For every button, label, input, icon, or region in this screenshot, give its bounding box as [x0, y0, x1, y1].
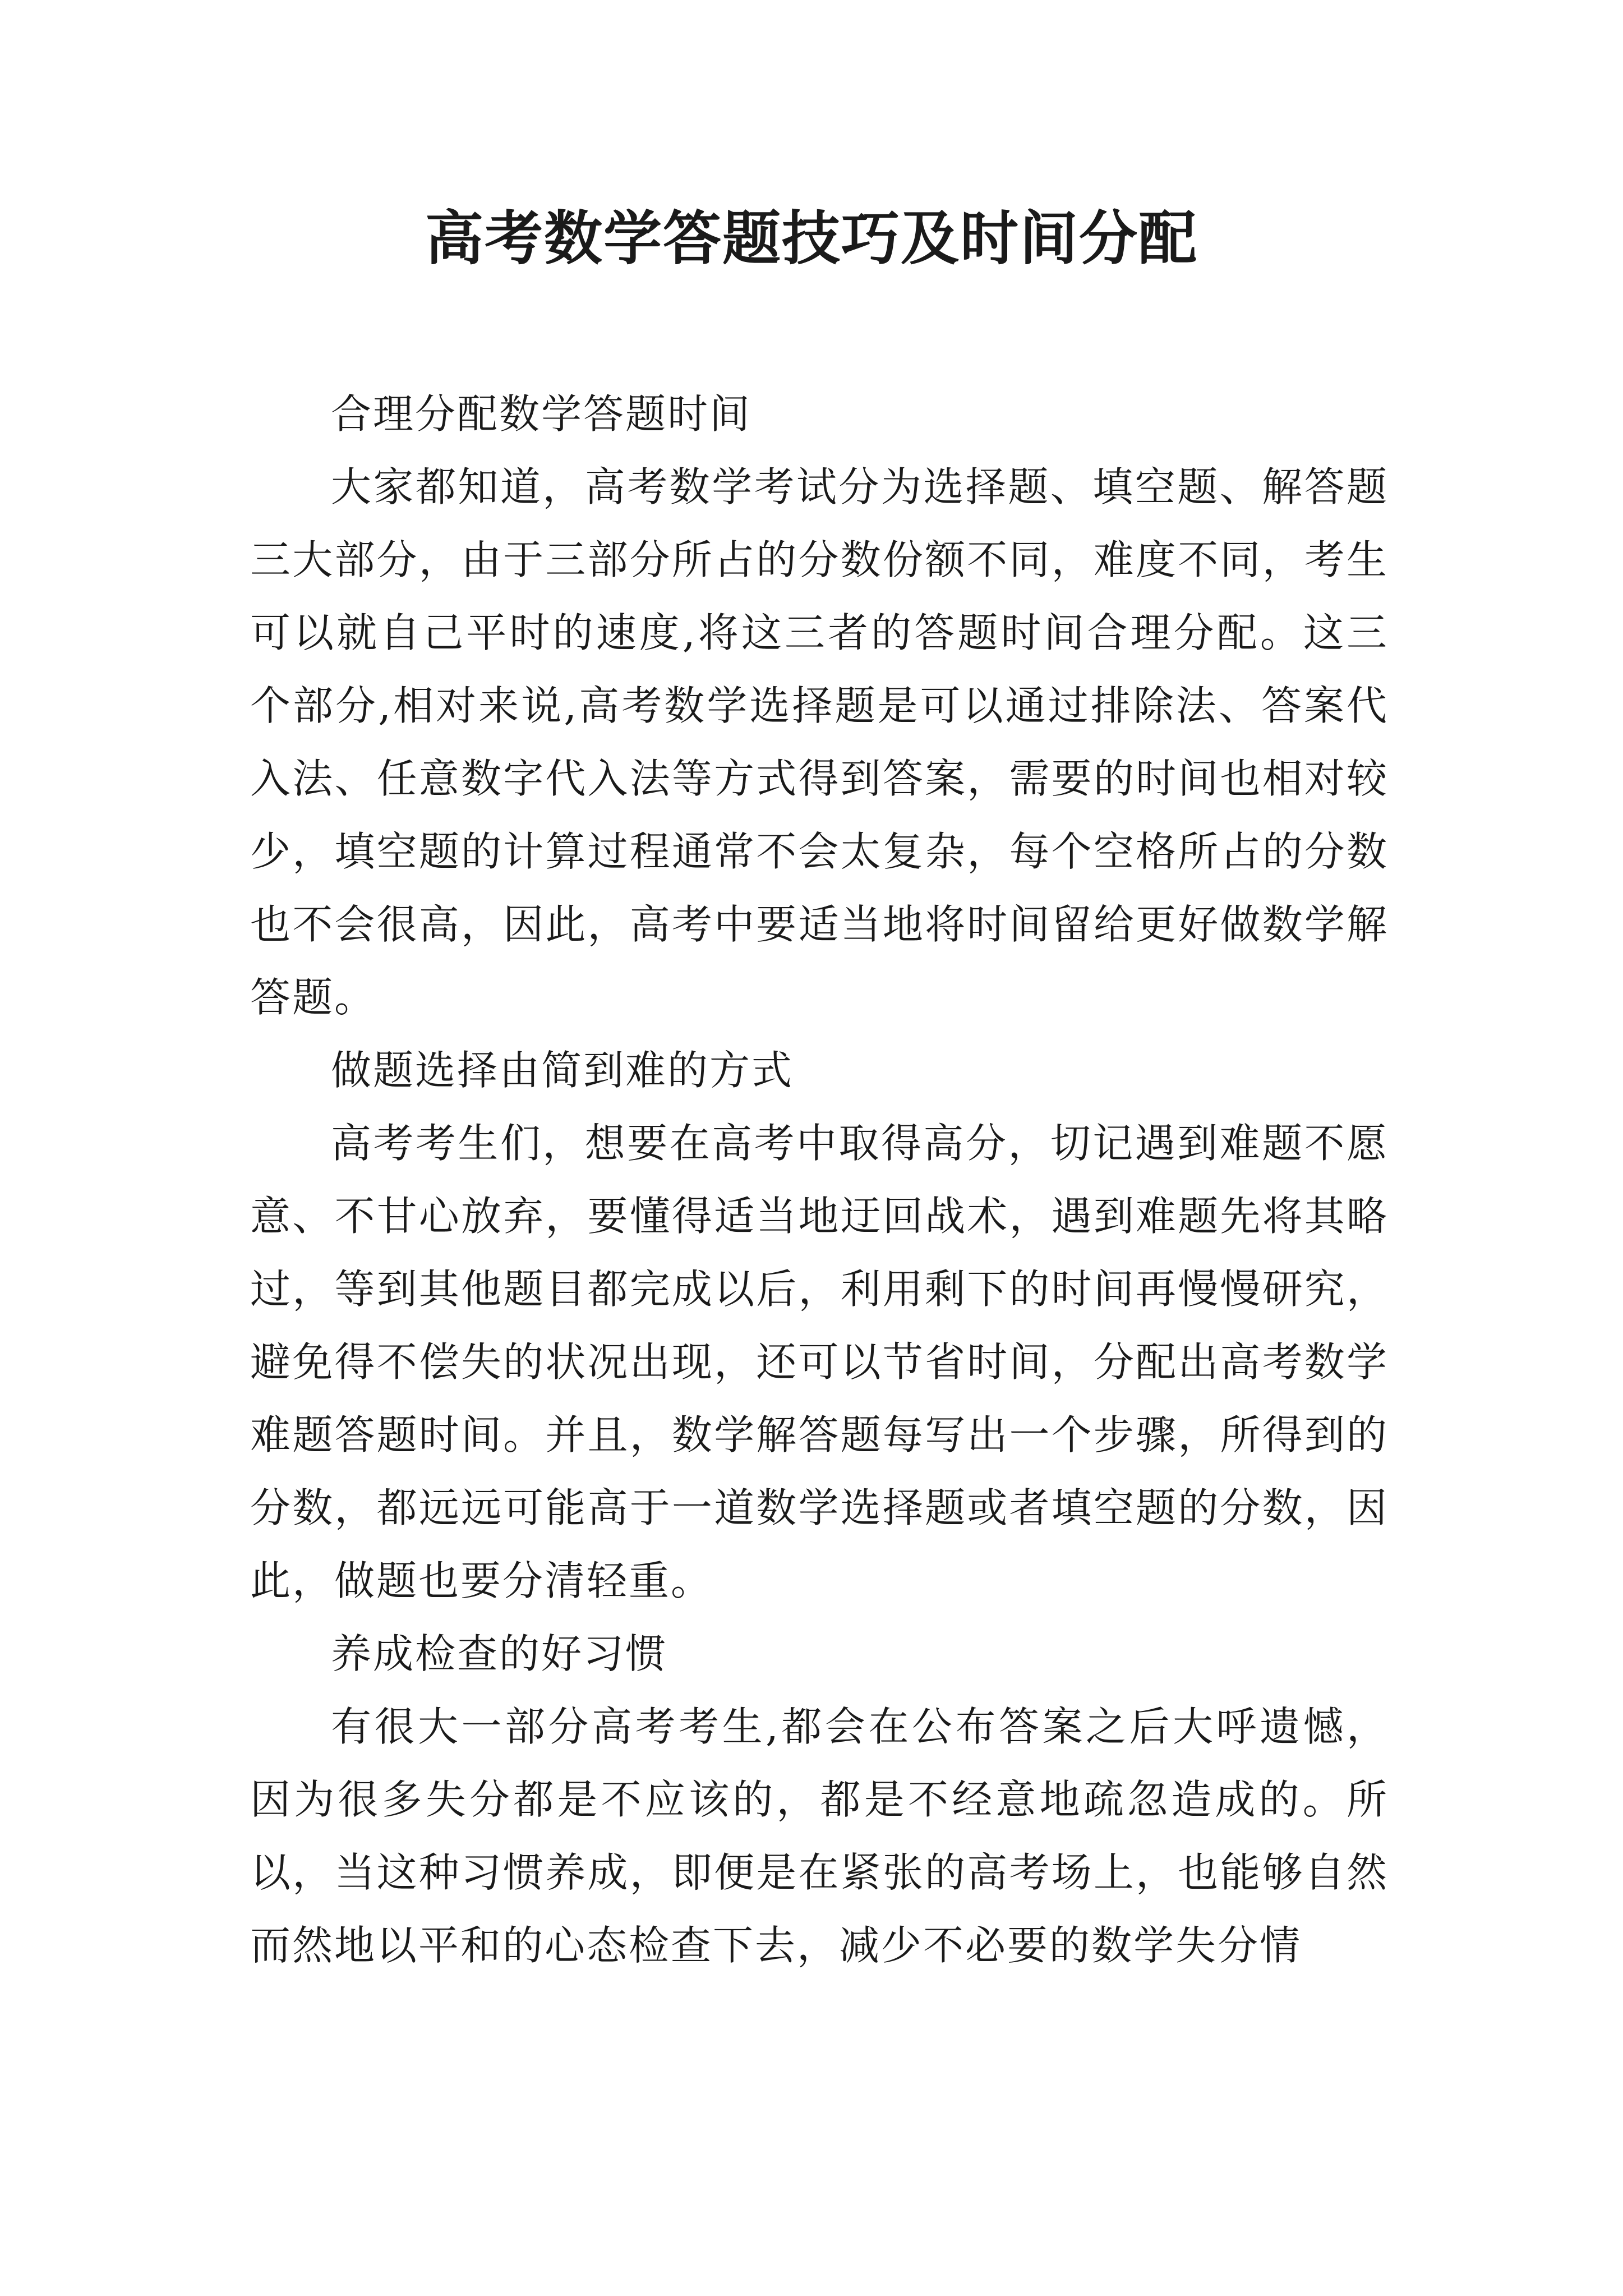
section-heading: 养成检查的好习惯: [331, 1630, 668, 1677]
body-paragraph: 大家都知道，高考数学考试分为选择题、填空题、解答题三大部分，由于三部分所占的分数份额不同，难度不同，考生可以就自己平时的速度,将这三者的答题时间合理分配。这三个部分,相对来说,高考数学选择题是可以通过排除法、答案代入法、任意数字代入法等方式得到答案，需要的时间也相对较少，填空题的计算过程通常不会太复杂，每个空格所占的分数也不会很高，因此，高考中要适当地将时间留给更好做数学解答题。: [250, 463, 1389, 1021]
document-body: [250, 378, 1389, 1982]
body-paragraph: 有很大一部分高考考生,都会在公布答案之后大呼遗憾，因为很多失分都是不应该的，都是不经意地疏忽造成的。所以，当这种习惯养成，即便是在紧张的高考场上，也能够自然而然地以平和的心态检查下去，减少不必要的数学失分情: [250, 1703, 1389, 1969]
section-heading: 合理分配数学答题时间: [331, 390, 752, 438]
section-heading: 做题选择由简到难的方式: [331, 1047, 794, 1094]
document-title: 高考数学答题技巧及时间分配: [425, 204, 1198, 273]
body-paragraph: 高考考生们，想要在高考中取得高分，切记遇到难题不愿意、不甘心放弃，要懂得适当地迂回战术，遇到难题先将其略过，等到其他题目都完成以后，利用剩下的时间再慢慢研究，避免得不偿失的状况出现，还可以节省时间，分配出高考数学难题答题时间。并且，数学解答题每写出一个步骤，所得到的分数，都远远可能高于一道数学选择题或者填空题的分数，因此，做题也要分清轻重。: [250, 1120, 1389, 1604]
